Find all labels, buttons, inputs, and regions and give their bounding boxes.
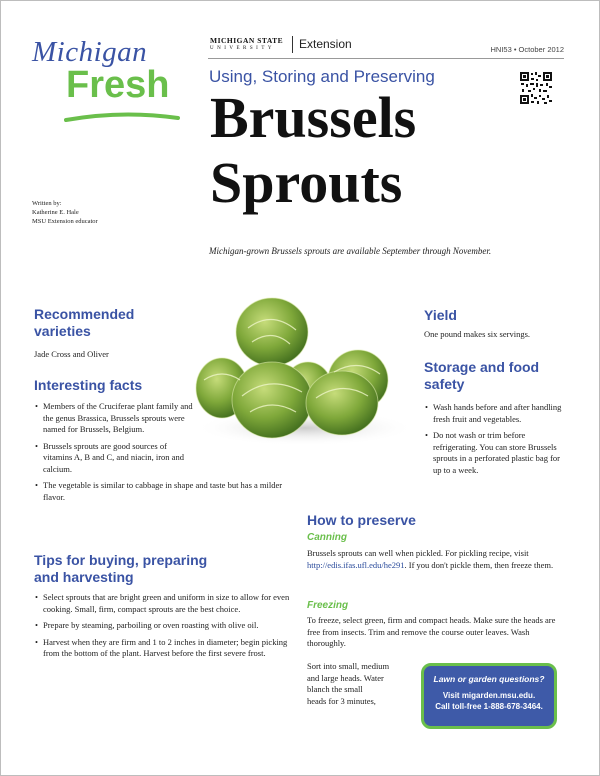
callout-visit: [424, 690, 554, 701]
recommended-text: Jade Cross and Oliver: [34, 349, 109, 359]
canning-text: [307, 548, 563, 571]
facts-heading: Interesting facts: [34, 377, 143, 393]
tips-heading-line2: and harvesting: [34, 569, 134, 585]
tips-list: [34, 592, 295, 665]
freezing-line: heads for 3 minutes,: [307, 695, 376, 706]
author-label: Written by:: [32, 200, 62, 207]
freezing-text: To freeze, select green, firm and compact heads. Make sure the heads are free from insects. Trim and remove the course outer leaves. Wash thoroughly.: [307, 615, 556, 648]
storage-heading: [424, 359, 539, 393]
title-line-1: Brussels: [210, 85, 417, 150]
freezing-line: and large heads. Water: [307, 672, 384, 683]
storage-heading-line2: safety: [424, 376, 465, 392]
fact-item: • Brussels sprouts are good sources of vitamins A, B and C, and niacin, iron and calcium.: [43, 441, 193, 476]
freezing-line: blanch the small: [307, 684, 363, 694]
storage-item: • Wash hands before and after handling fresh fruit and vegetables.: [433, 402, 563, 425]
title-line-2: Sprouts: [210, 150, 403, 215]
tip-item: • Prepare by steaming, parboiling or oven roasting with olive oil.: [43, 620, 295, 632]
logo-swoosh: [62, 110, 182, 130]
author-name: Katherine E. Hale: [32, 209, 79, 216]
preserve-heading: How to preserve: [307, 512, 416, 528]
canning-text-pre: Brussels sprouts can well when pickled. For pickling recipe, visit: [307, 548, 529, 558]
michigan-fresh-logo: [32, 36, 182, 136]
yield-text: One pound makes six servings.: [424, 329, 531, 339]
storage-list: [424, 402, 563, 481]
fact-item: • Members of the Cruciferae plant family and the genus Brassica, Brussels sprouts were named for Brussels, Belgium.: [43, 401, 193, 436]
subtitle: Using, Storing and Preserving: [209, 67, 435, 86]
callout-call: [424, 701, 554, 712]
fact-item: • The vegetable is similar to cabbage in shape and taste but has a milder flavor.: [43, 480, 298, 503]
canning-link[interactable]: http://edis.ifas.ufl.edu/he291: [307, 559, 405, 570]
msu-top: MICHIGAN STATE: [210, 36, 284, 45]
storage-heading-line1: Storage and food: [424, 359, 540, 375]
canning-text-post: . If you don't pickle them, then freeze them.: [404, 559, 554, 570]
storage-item: • Do not wash or trim before refrigerating. You can store Brussels sprouts in a perforated plastic bag for up to a week.: [433, 430, 563, 476]
callout-phone[interactable]: 1-888-678-3464.: [483, 702, 543, 711]
author-block: [32, 199, 98, 226]
callout-visit-label: Visit: [442, 691, 460, 700]
logo-fresh: Fresh: [66, 64, 170, 106]
qr-code: [519, 71, 553, 105]
freezing-lines: [307, 661, 417, 707]
callout-call-label: Call toll-free: [435, 702, 482, 711]
facts-list: [34, 401, 283, 508]
msu-extension: Extension: [299, 37, 352, 51]
msu-bottom: UNIVERSITY: [210, 46, 275, 51]
header-rule: [208, 58, 564, 59]
recommended-heading-line1: Recommended: [34, 306, 135, 322]
author-role: MSU Extension educator: [32, 218, 98, 225]
callout-visit-url[interactable]: migarden.msu.edu.: [461, 691, 536, 700]
recommended-heading: [34, 306, 134, 340]
canning-label: Canning: [307, 532, 347, 543]
garden-callout: [421, 663, 557, 729]
yield-heading: Yield: [424, 307, 457, 323]
freezing-line: Sort into small, medium: [307, 661, 390, 671]
brussels-sprouts-image: [190, 288, 420, 448]
tip-item: • Harvest when they are firm and 1 to 2 inches in diameter; begin picking from the bottom of the plant. Harvest before the first severe frost.: [43, 637, 295, 660]
recommended-heading-line2: varieties: [34, 323, 91, 339]
header-divider: [292, 36, 293, 53]
intro-text: Michigan-grown Brussels sprouts are available September through November.: [209, 246, 492, 256]
callout-title: Lawn or garden questions?: [433, 674, 545, 684]
doc-id: HNI53 • October 2012: [490, 45, 564, 54]
tip-item: • Select sprouts that are bright green and uniform in size to allow for even cooking. Small, firm, compact sprouts are the best choice.: [43, 592, 295, 615]
tips-heading-line1: Tips for buying, preparing: [34, 552, 208, 568]
freezing-label: Freezing: [307, 600, 349, 611]
msu-wordmark: [210, 36, 300, 56]
logo-michigan: Michigan: [32, 36, 148, 68]
tips-heading: [34, 552, 207, 586]
